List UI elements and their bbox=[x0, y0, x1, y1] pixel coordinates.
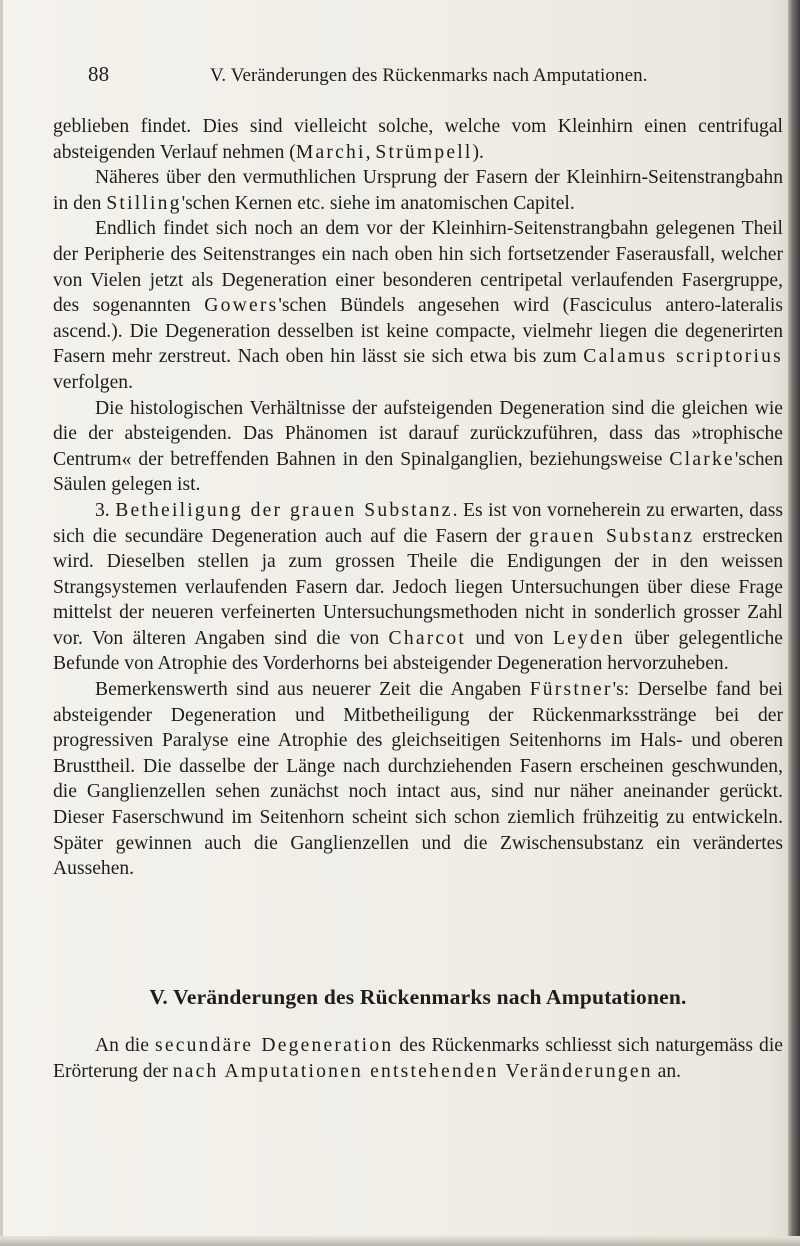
subheading-grey-substance: Betheiligung der grauen Substanz bbox=[115, 499, 453, 521]
paragraph-6: Bemerkenswerth sind aus neuerer Zeit die Angaben Fürstner's: Derselbe fand bei absteigender Degeneration und Mitbetheiligung der Rückenmarksstränge bei der progressiven Paralyse eine Atrophie des gleichseitigen Seitenhorns im Hals- und oberen Brusttheil. Die dasselbe der Länge nach durchziehenden Fasern erscheinen geschwunden, die Ganglienzellen sehen zunächst noch intact aus, sind nur näher aneinander gerückt. Dieser Faserschwund im Seitenhorn scheint sich schon ziemlich frühzeitig zu entwickeln. Später gewinnen auch die Ganglienzellen und die Zwischensubstanz ein verändertes Aussehen. bbox=[53, 679, 783, 880]
author-leyden: Leyden bbox=[552, 627, 625, 649]
body-text bbox=[53, 114, 783, 882]
section-heading: V. Veränderungen des Rückenmarks nach Amputationen. bbox=[149, 985, 687, 1009]
section-text bbox=[53, 1033, 783, 1084]
author-stilling: Stilling bbox=[106, 192, 182, 214]
term-secondary-degeneration: secundäre Degeneration bbox=[155, 1035, 394, 1056]
page-binding-edge bbox=[788, 0, 800, 1246]
term-amputation-changes: nach Amputationen entstehenden Veränderungen bbox=[172, 1060, 653, 1082]
paragraph-4: Die histologischen Verhältnisse der aufsteigenden Degeneration sind die gleichen wie die der absteigenden. Das Phänomen ist darauf zurückzuführen, dass das »trophische Centrum« der betreffenden Bahnen in den Spinalganglien, beziehungsweise Clarke'schen Säulen gelegen ist. bbox=[53, 397, 783, 496]
author-marchi: Marchi bbox=[295, 141, 366, 163]
term-calamus: Calamus scriptorius bbox=[583, 346, 783, 368]
page-left-edge bbox=[0, 0, 3, 1246]
paragraph-3: Endlich findet sich noch an dem vor der Kleinhirn-Seitenstrangbahn gelegenen Theil der Peripherie des Seitenstranges ein nach oben hin sich fortsetzender Faserausfall, welcher von Vielen jetzt als Degeneration einer besonderen centripetal verlaufenden Fasergruppe, des sogenannten Gowers'schen Bündels angesehen wird (Fasciculus antero-lateralis ascend.). Die Degeneration desselben ist keine compacte, vielmehr liegen die degenerirten Fasern mehr zerstreut. Nach oben hin lässt sie sich etwa bis zum Calamus scriptorius verfolgen. bbox=[53, 218, 783, 393]
paragraph-1: geblieben findet. Dies sind vielleicht solche, welche vom Kleinhirn einen centrifugal absteigenden Verlauf nehmen (Marchi, Strümpell). bbox=[53, 116, 783, 163]
running-header bbox=[88, 62, 778, 94]
running-title: V. Veränderungen des Rückenmarks nach Amputationen. bbox=[210, 65, 648, 86]
author-gowers: Gowers bbox=[204, 295, 279, 317]
term-grey-substance: grauen Substanz bbox=[529, 525, 695, 547]
author-struempell: Strümpell bbox=[375, 141, 473, 163]
author-clarke: Clarke bbox=[669, 448, 735, 470]
paragraph-5: 3. Betheiligung der grauen Substanz. Es ist von vorneherein zu erwarten, dass sich die secundäre Degeneration auch auf die Fasern der grauen Substanz erstrecken wird. Dieselben stellen ja zum grossen Theile die Endigungen der in den weissen Strangsystemen verlaufenden Fasern dar. Jedoch liegen Untersuchungen über diese Frage mittelst der neueren verfeinerten Untersuchungsmethoden nicht in sonderlich grosser Zahl vor. Von älteren Angaben sind die von Charcot und von Leyden über gelegentliche Befunde von Atrophie des Vorderhorns bei absteigender Degeneration hervorzuheben. bbox=[53, 499, 784, 675]
paragraph-2: Näheres über den vermuthlichen Ursprung der Fasern der Kleinhirn-Seitenstrangbahn in den Stilling'schen Kernen etc. siehe im anatomischen Capitel. bbox=[53, 167, 783, 214]
author-charcot: Charcot bbox=[388, 627, 466, 649]
author-fuerstner: Fürstner bbox=[529, 679, 613, 701]
section-paragraph-1: An die secundäre Degeneration des Rückenmarks schliesst sich naturgemäss die Erörterung der nach Amputationen entstehenden Veränderungen an. bbox=[53, 1035, 783, 1082]
page-bottom-edge bbox=[0, 1236, 800, 1246]
page-number: 88 bbox=[88, 62, 110, 86]
